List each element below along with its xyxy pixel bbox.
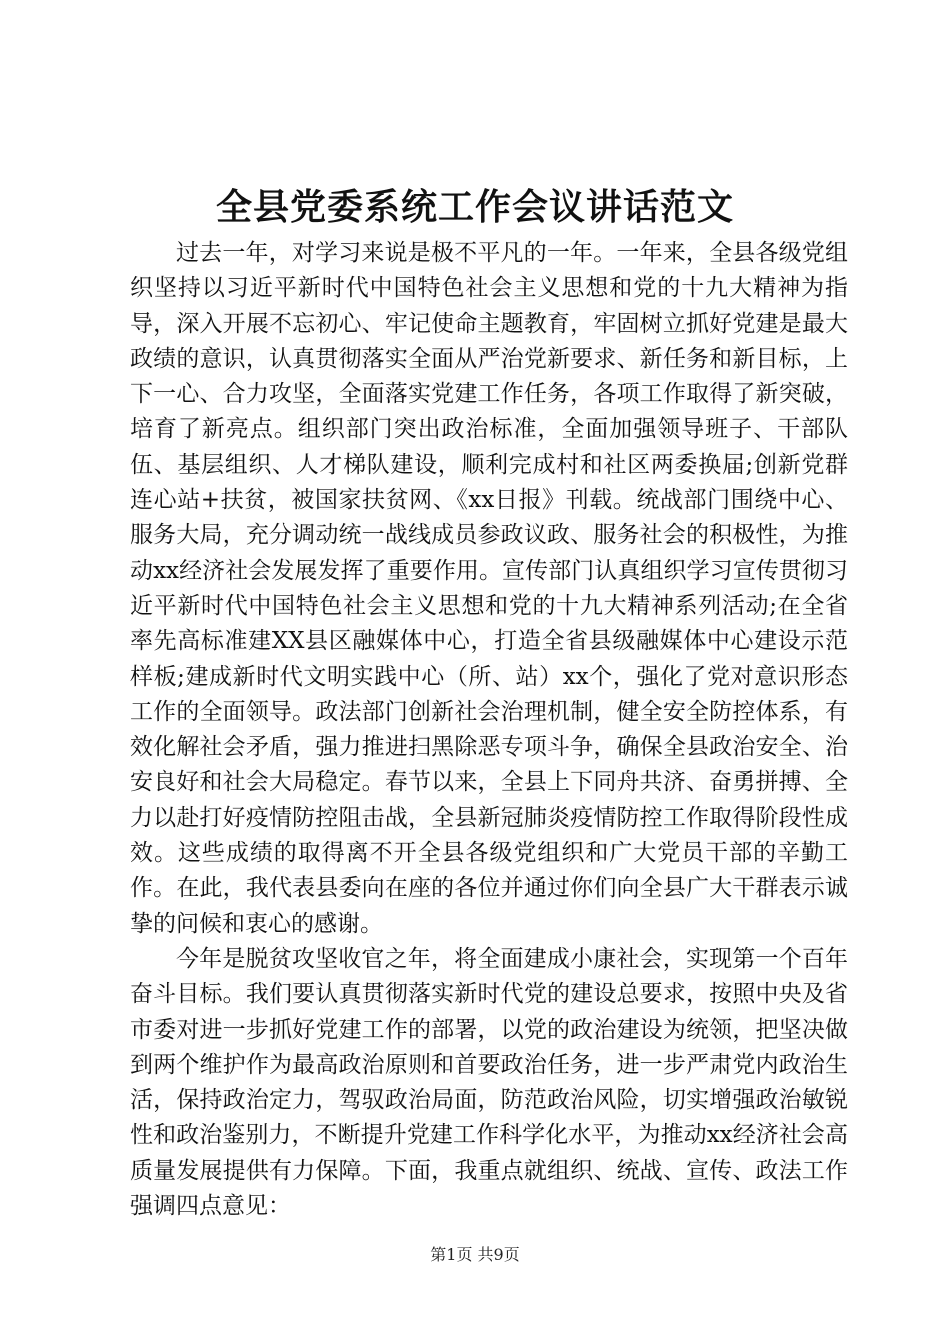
page-number: 第1页 共9页 <box>430 1245 520 1264</box>
document-title: 全县党委系统工作会议讲话范文 <box>215 186 734 228</box>
document-body <box>130 236 848 1224</box>
paragraph-2: 今年是脱贫攻坚收官之年，将全面建成小康社会，实现第一个百年奋斗目标。我们要认真贯彻落实新时代党的建设总要求，按照中央及省市委对进一步抓好党建工作的部署，以党的政治建设为统领，把坚决做到两个维护作为最高政治原则和首要政治任务，进一步严肃党内政治生活，保持政治定力，驾驭政治局面，防范政治风险，切实增强政治敏锐性和政治鉴别力，不断提升党建工作科学化水平，为推动xx经济社会高质量发展提供有力保障。下面，我重点就组织、统战、宣传、政法工作强调四点意见： <box>130 945 848 1220</box>
paragraph-1: 过去一年，对学习来说是极不平凡的一年。一年来，全县各级党组织坚持以习近平新时代中国特色社会主义思想和党的十九大精神为指导，深入开展不忘初心、牢记使命主题教育，牢固树立抓好党建是最大政绩的意识，认真贯彻落实全面从严治党新要求、新任务和新目标，上下一心、合力攻坚，全面落实党建工作任务，各项工作取得了新突破，培育了新亮点。组织部门突出政治标准，全面加强领导班子、干部队伍、基层组织、人才梯队建设，顺利完成村和社区两委换届;创新党群连心站+扶贫，被国家扶贫网、《xx日报》刊载。统战部门围绕中心、服务大局，充分调动统一战线成员参政议政、服务社会的积极性，为推动xx经济社会发展发挥了重要作用。宣传部门认真组织学习宣传贯彻习近平新时代中国特色社会主义思想和党的十九大精神系列活动;在全省率先高标准建XX县区融媒体中心，打造全省县级融媒体中心建设示范样板;建成新时代文明实践中心（所、站）xx个，强化了党对意识形态工作的全面领导。政法部门创新社会治理机制，健全安全防控体系，有效化解社会矛盾，强力推进扫黑除恶专项斗争，确保全县政治安全、治安良好和社会大局稳定。春节以来，全县上下同舟共济、奋勇拼搏、全力以赴打好疫情防控阻击战，全县新冠肺炎疫情防控工作取得阶段性成效。这些成绩的取得离不开全县各级党组织和广大党员干部的辛勤工作。在此，我代表县委向在座的各位并通过你们向全县广大干群表示诚挚的问候和衷心的感谢。 <box>130 240 848 937</box>
